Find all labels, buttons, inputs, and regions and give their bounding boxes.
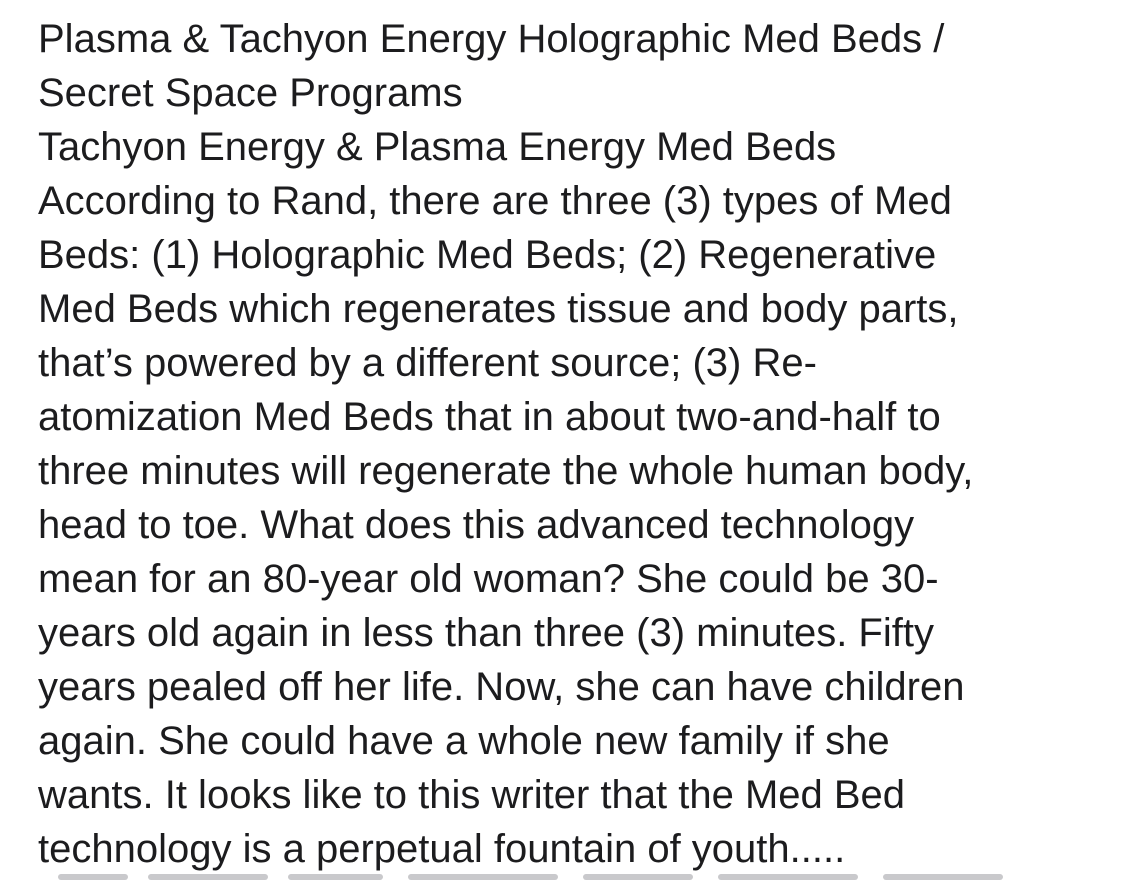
cutoff-glyph-fragment — [288, 874, 383, 880]
text-line: head to toe. What does this advanced technology — [38, 503, 915, 547]
cutoff-glyph-fragment — [148, 874, 268, 880]
cutoff-glyph-fragment — [583, 874, 693, 880]
text-line: technology is a perpetual fountain of youth..... — [38, 827, 846, 871]
post-text — [38, 12, 973, 876]
text-line: Secret Space Programs — [38, 71, 463, 115]
text-line: According to Rand, there are three (3) types of Med — [38, 179, 952, 223]
text-line: that’s powered by a different source; (3) Re- — [38, 341, 817, 385]
text-line: mean for an 80-year old woman? She could be 30- — [38, 557, 939, 601]
cutoff-glyph-fragment — [883, 874, 1003, 880]
cutoff-glyph-fragment — [408, 874, 558, 880]
text-line: Beds: (1) Holographic Med Beds; (2) Regenerative — [38, 233, 937, 277]
text-line: Tachyon Energy & Plasma Energy Med Beds — [38, 125, 837, 169]
cutoff-glyph-fragment — [718, 874, 858, 880]
text-line: again. She could have a whole new family if she — [38, 719, 890, 763]
cutoff-text-line — [38, 866, 1038, 885]
text-line: wants. It looks like to this writer that the Med Bed — [38, 773, 906, 817]
cutoff-glyph-fragment — [58, 874, 128, 880]
text-line: Plasma & Tachyon Energy Holographic Med Beds / — [38, 17, 945, 61]
text-line: Med Beds which regenerates tissue and body parts, — [38, 287, 959, 331]
text-line: years old again in less than three (3) minutes. Fifty — [38, 611, 934, 655]
text-line: years pealed off her life. Now, she can have children — [38, 665, 965, 709]
text-line: atomization Med Beds that in about two-and-half to — [38, 395, 941, 439]
text-line: three minutes will regenerate the whole human body, — [38, 449, 974, 493]
